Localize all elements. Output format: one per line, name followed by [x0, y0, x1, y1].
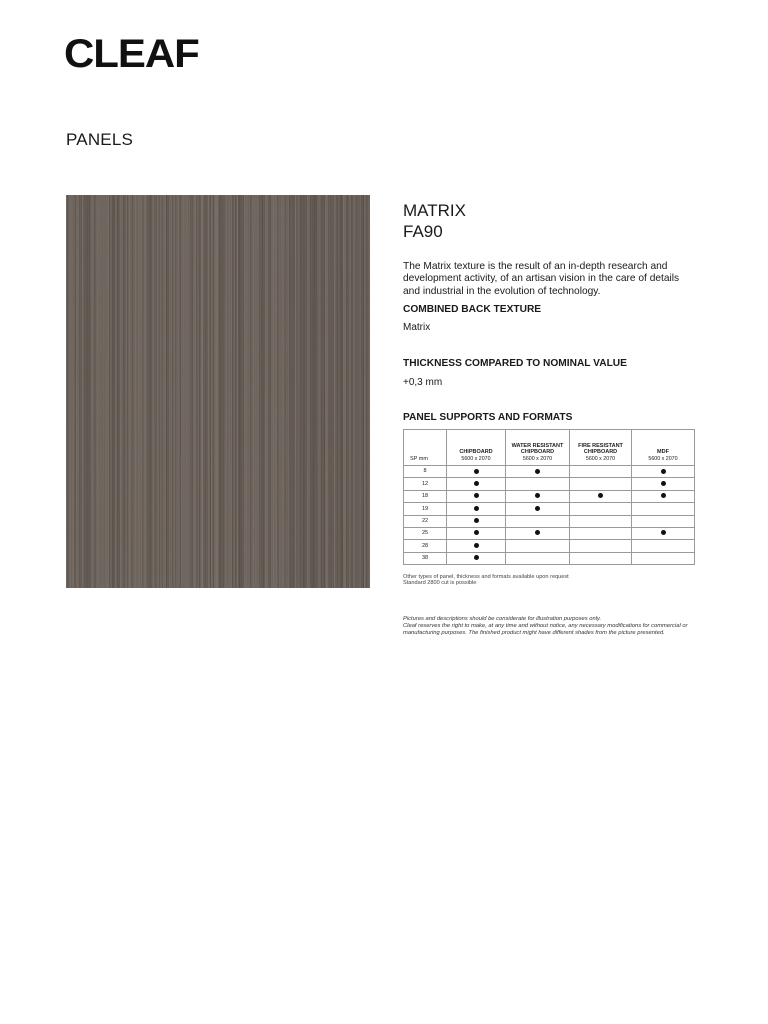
availability-cell: [632, 552, 695, 564]
table-row: [404, 490, 695, 502]
column-name: MDF: [657, 449, 669, 456]
formats-table-header: [404, 430, 695, 466]
availability-dot-icon: [535, 506, 540, 511]
product-info: [403, 200, 703, 424]
table-row: [404, 515, 695, 527]
availability-dot-icon: [474, 481, 479, 486]
sp-cell: 25: [404, 527, 447, 539]
table-row: [404, 503, 695, 515]
availability-cell: [570, 503, 632, 515]
table-row: [404, 540, 695, 552]
availability-cell: [570, 466, 632, 478]
availability-cell: [447, 478, 506, 490]
texture-swatch-pattern: [66, 195, 370, 588]
formats-note: Other types of panel, thickness and formats available upon request Standard 2800 cut is possible: [403, 574, 569, 587]
availability-dot-icon: [535, 530, 540, 535]
sp-cell: 22: [404, 515, 447, 527]
column-name: WATER RESISTANT CHIPBOARD: [511, 442, 564, 456]
section-title: PANELS: [66, 130, 134, 149]
availability-dot-icon: [535, 469, 540, 474]
thickness-value: +0,3 mm: [403, 377, 443, 389]
product-name: MATRIX: [403, 201, 466, 220]
table-row: [404, 527, 695, 539]
column-format: 5600 x 2070: [648, 455, 678, 462]
texture-swatch: [66, 195, 370, 588]
column-header: [447, 430, 506, 466]
formats-table: [403, 429, 695, 565]
availability-cell: [632, 490, 695, 502]
back-texture-value: Matrix: [403, 322, 431, 334]
availability-cell: [506, 466, 570, 478]
availability-cell: [447, 515, 506, 527]
availability-dot-icon: [661, 493, 666, 498]
availability-dot-icon: [474, 555, 479, 560]
availability-dot-icon: [474, 506, 479, 511]
availability-dot-icon: [598, 493, 603, 498]
column-format: 5600 x 2070: [522, 455, 553, 462]
availability-cell: [632, 478, 695, 490]
sp-cell: 18: [404, 490, 447, 502]
availability-cell: [570, 490, 632, 502]
availability-cell: [570, 527, 632, 539]
availability-dot-icon: [661, 469, 666, 474]
table-row: [404, 478, 695, 490]
availability-cell: [632, 540, 695, 552]
table-row: [404, 466, 695, 478]
column-format: 5600 x 2070: [461, 455, 491, 462]
availability-cell: [447, 552, 506, 564]
sp-cell: 8: [404, 466, 447, 478]
availability-cell: [447, 466, 506, 478]
supports-heading: PANEL SUPPORTS AND FORMATS: [403, 412, 573, 424]
availability-cell: [506, 478, 570, 490]
column-header: [506, 430, 570, 466]
availability-cell: [447, 527, 506, 539]
availability-cell: [447, 490, 506, 502]
sp-cell: 28: [404, 540, 447, 552]
availability-cell: [447, 503, 506, 515]
cleaf-logo: CLEAF: [64, 32, 199, 76]
back-texture-heading: COMBINED BACK TEXTURE: [403, 304, 542, 316]
availability-cell: [570, 515, 632, 527]
product-code: FA90: [403, 222, 443, 241]
sp-cell: 38: [404, 552, 447, 564]
availability-dot-icon: [474, 530, 479, 535]
availability-cell: [570, 478, 632, 490]
sp-column-header: SP mm: [404, 430, 447, 466]
column-name: FIRE RESISTANT CHIPBOARD: [578, 442, 623, 456]
formats-table-body: [404, 466, 695, 565]
availability-dot-icon: [474, 518, 479, 523]
availability-cell: [506, 540, 570, 552]
table-row: [404, 552, 695, 564]
disclaimer: Pictures and descriptions should be considerate for illustration purposes only. Cleaf reserves the right to make, at any time and without notice, any necessary modifications for commercial or manufacturing purposes. The finished product might have different shades from the picture presented.: [403, 616, 688, 636]
availability-cell: [506, 503, 570, 515]
availability-dot-icon: [661, 530, 666, 535]
availability-cell: [506, 490, 570, 502]
availability-dot-icon: [661, 481, 666, 486]
availability-cell: [632, 466, 695, 478]
availability-cell: [506, 552, 570, 564]
availability-cell: [632, 527, 695, 539]
sp-cell: 19: [404, 503, 447, 515]
availability-dot-icon: [474, 493, 479, 498]
column-header: [632, 430, 695, 466]
availability-cell: [447, 540, 506, 552]
availability-cell: [506, 515, 570, 527]
column-format: 5600 x 2070: [585, 455, 616, 462]
column-header: [570, 430, 632, 466]
column-name: CHIPBOARD: [459, 449, 493, 456]
availability-cell: [506, 527, 570, 539]
availability-cell: [632, 515, 695, 527]
availability-dot-icon: [535, 493, 540, 498]
availability-cell: [570, 540, 632, 552]
sp-cell: 12: [404, 478, 447, 490]
availability-dot-icon: [474, 543, 479, 548]
thickness-heading: THICKNESS COMPARED TO NOMINAL VALUE: [403, 358, 627, 370]
availability-cell: [570, 552, 632, 564]
availability-cell: [632, 503, 695, 515]
product-description: The Matrix texture is the result of an in-depth research and development activity, of an artisan vision in the care of details and industrial in the evolution of technology.: [403, 261, 680, 297]
availability-dot-icon: [474, 469, 479, 474]
